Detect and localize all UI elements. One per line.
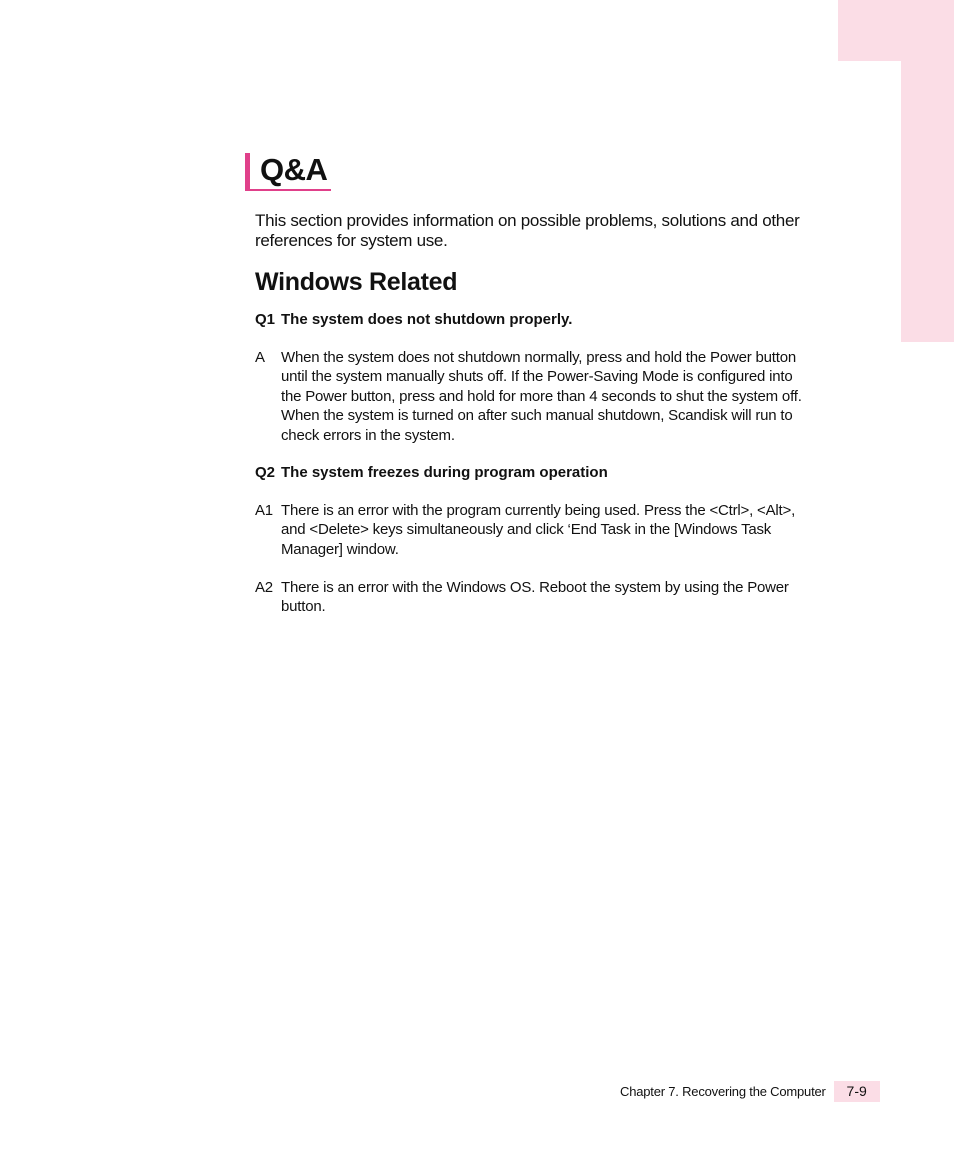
answer-text: There is an error with the Windows OS. Reboot the system by using the Power button. xyxy=(281,579,789,616)
question-text: The system freezes during program operation xyxy=(281,464,608,481)
question-1 xyxy=(255,310,572,330)
answer-2-2 xyxy=(255,578,815,617)
question-text: The system does not shutdown properly. xyxy=(281,311,573,328)
question-number: Q2 xyxy=(255,464,276,481)
answer-2-1 xyxy=(255,501,815,559)
answer-text: When the system does not shutdown normally, press and hold the Power button until the system manually shuts off. If the Power-Saving Mode is configured into the Power button, press and hold for more than 4 seconds to shut the system off. When the system is turned on after such manual shutdown, Scandisk will run to check errors in the system. xyxy=(281,349,802,444)
answer-1 xyxy=(255,348,815,445)
section-title: Q&A xyxy=(245,153,331,191)
page-number: 7-9 xyxy=(834,1081,880,1102)
section-intro: This section provides information on possible problems, solutions and other references for system use. xyxy=(255,211,800,250)
answer-label: A1 xyxy=(255,502,273,519)
chapter-tab-top xyxy=(838,0,954,61)
answer-text: There is an error with the program currently being used. Press the <Ctrl>, <Alt>, and <Delete> keys simultaneously and click ‘End Task in the [Windows Task Manager] window. xyxy=(281,502,796,558)
footer-chapter: Chapter 7. Recovering the Computer xyxy=(620,1084,826,1099)
subsection-title: Windows Related xyxy=(255,268,458,296)
answer-label: A2 xyxy=(255,579,273,596)
page-footer xyxy=(620,1081,880,1102)
answer-label: A xyxy=(255,349,265,366)
chapter-tab-side xyxy=(901,61,954,342)
question-number: Q1 xyxy=(255,311,276,328)
question-2 xyxy=(255,463,608,483)
